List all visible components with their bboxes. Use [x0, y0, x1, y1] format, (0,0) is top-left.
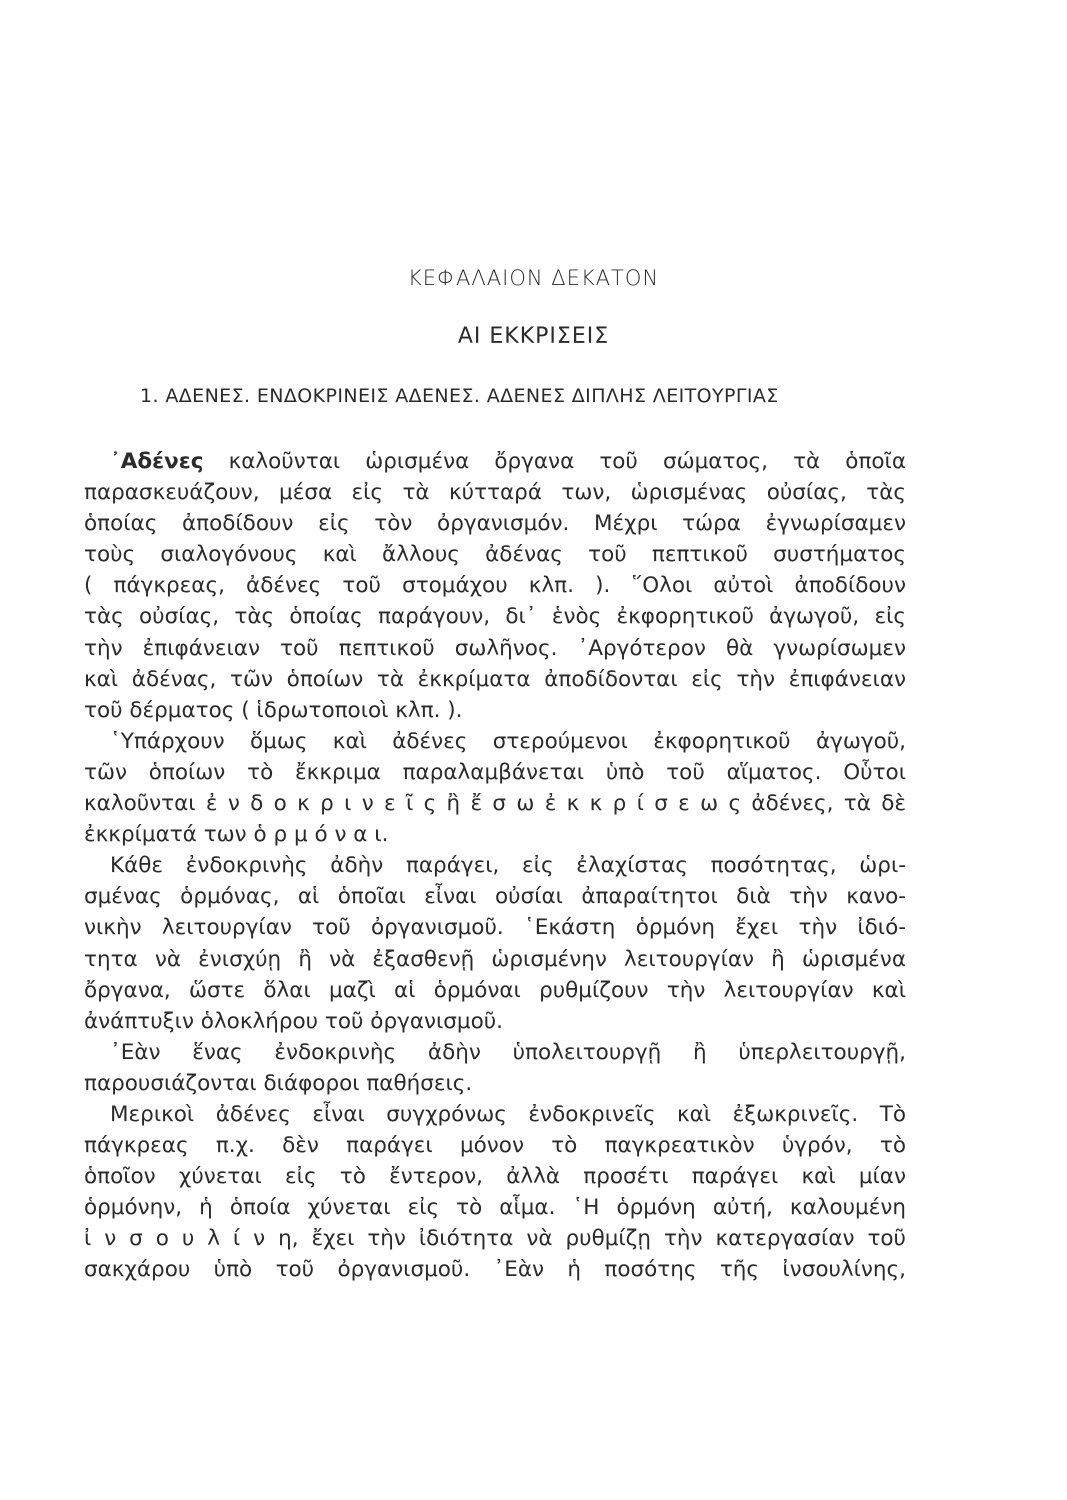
paragraph-line: τὴν ἐπιφάνειαν τοῦ πεπτικοῦ σωλῆνος. ᾿Αργότερον θὰ γνωρίσωμεν	[84, 635, 906, 661]
body-text	[84, 446, 906, 1286]
paragraph-line: ( πάγκρεας, ἀδένες τοῦ στομάχου κλπ. ). ῞Ολοι αὐτοὶ ἀποδίδουν	[84, 573, 906, 599]
paragraph-line: παρουσιάζονται διάφοροι παθήσεις.	[84, 1070, 473, 1096]
paragraph-line: ᾿Εὰν ἕνας ἐνδοκρινὴς ἀδὴν ὑπολειτουργῇ ἢ ὑπερλειτουργῇ,	[110, 1039, 906, 1065]
paragraph-line: τοῦ δέρματος ( ἱδρωτοποιοὶ κλπ. ).	[84, 697, 463, 723]
paragraph-line: ῾Υπάρχουν ὅμως καὶ ἀδένες στερούμενοι ἐκφορητικοῦ ἀγωγοῦ,	[110, 728, 906, 754]
paragraph-line: ἐκκρίματά των ὁ ρ μ ό ν α ι.	[84, 822, 389, 848]
paragraph-line: τὰς οὐσίας, τὰς ὁποίας παράγουν, δι᾿ ἑνὸς ἐκφορητικοῦ ἀγωγοῦ, εἰς	[84, 604, 906, 630]
paragraph-line: σακχάρου ὑπὸ τοῦ ὀργανισμοῦ. ᾿Εὰν ἡ ποσότης τῆς ἰνσουλίνης,	[84, 1257, 906, 1283]
paragraph-line: παρασκευάζουν, μέσα εἰς τὰ κύτταρά των, ὡρισμένας οὐσίας, τὰς	[84, 480, 906, 506]
paragraph-line: ὁποῖον χύνεται εἰς τὸ ἔντερον, ἀλλὰ προσέτι παράγει καὶ μίαν	[84, 1164, 906, 1190]
paragraph-line: τοὺς σιαλογόνους καὶ ἄλλους ἀδένας τοῦ πεπτικοῦ συστήματος	[84, 542, 906, 568]
paragraph-line: ὁρμόνην, ἡ ὁποία χύνεται εἰς τὸ αἷμα. ῾Η ὁρμόνη αὐτή, καλουμένη	[84, 1195, 906, 1221]
paragraph-line: καλοῦνται ἐ ν δ ο κ ρ ι ν ε ῖ ς ἢ ἔ σ ω ἐ κ κ ρ ί σ ε ω ς ἀδένες, τὰ δὲ	[84, 791, 906, 817]
paragraph-line: σμένας ὁρμόνας, αἱ ὁποῖαι εἶναι οὐσίαι ἀπαραίτητοι διὰ τὴν κανο-	[84, 884, 906, 910]
bold-term: ᾿Αδένες	[110, 449, 204, 474]
paragraph-line: νικὴν λειτουργίαν τοῦ ὀργανισμοῦ. ῾Εκάστη ὁρμόνη ἔχει τὴν ἰδιό-	[84, 915, 906, 941]
paragraph-line: τητα νὰ ἐνισχύῃ ἢ νὰ ἐξασθενῇ ὡρισμένην λειτουργίαν ἢ ὡρισμένα	[84, 946, 906, 972]
paragraph-line: καὶ ἀδένας, τῶν ὁποίων τὰ ἐκκρίματα ἀποδίδονται εἰς τὴν ἐπιφάνειαν	[84, 666, 906, 692]
paragraph-line: ὄργανα, ὥστε ὅλαι μαζὶ αἱ ὁρμόναι ρυθμίζουν τὴν λειτουργίαν καὶ	[84, 977, 906, 1003]
paragraph-line: ἀνάπτυξιν ὁλοκλήρου τοῦ ὀργανισμοῦ.	[84, 1008, 504, 1034]
section-heading: 1. ΑΔΕΝΕΣ. ΕΝΔΟΚΡΙΝΕΙΣ ΑΔΕΝΕΣ. ΑΔΕΝΕΣ ΔΙΠΛΗΣ ΛΕΙΤΟΥΡΓΙΑΣ	[140, 385, 779, 407]
paragraph-line: τῶν ὁποίων τὸ ἔκκριμα παραλαμβάνεται ὑπὸ τοῦ αἵματος. Οὗτοι	[84, 759, 906, 785]
chapter-title: ΑΙ ΕΚΚΡΙΣΕΙΣ	[457, 324, 610, 349]
paragraph-line: ἰ ν σ ο υ λ ί ν η, ἔχει τὴν ἰδιότητα νὰ ρυθμίζῃ τὴν κατεργασίαν τοῦ	[84, 1226, 906, 1252]
paragraph-line: Κάθε ἐνδοκρινὴς ἀδὴν παράγει, εἰς ἐλαχίστας ποσότητας, ὡρι-	[110, 853, 906, 879]
chapter-label: ΚΕΦΑΛΑΙΟΝ ΔΕΚΑΤΟΝ	[407, 266, 660, 290]
paragraph-line: πάγκρεας π.χ. δὲν παράγει μόνον τὸ παγκρεατικὸν ὑγρόν, τὸ	[84, 1133, 906, 1159]
paragraph-line: ᾿Αδένες καλοῦνται ὡρισμένα ὄργανα τοῦ σώματος, τὰ ὁποῖα	[110, 449, 906, 474]
paragraph-line: Μερικοὶ ἀδένες εἶναι συγχρόνως ἐνδοκρινεῖς καὶ ἐξωκρινεῖς. Τὸ	[110, 1101, 906, 1127]
paragraph-line: ὁποίας ἀποδίδουν εἰς τὸν ὀργανισμόν. Μέχρι τώρα ἐγνωρίσαμεν	[84, 511, 906, 537]
